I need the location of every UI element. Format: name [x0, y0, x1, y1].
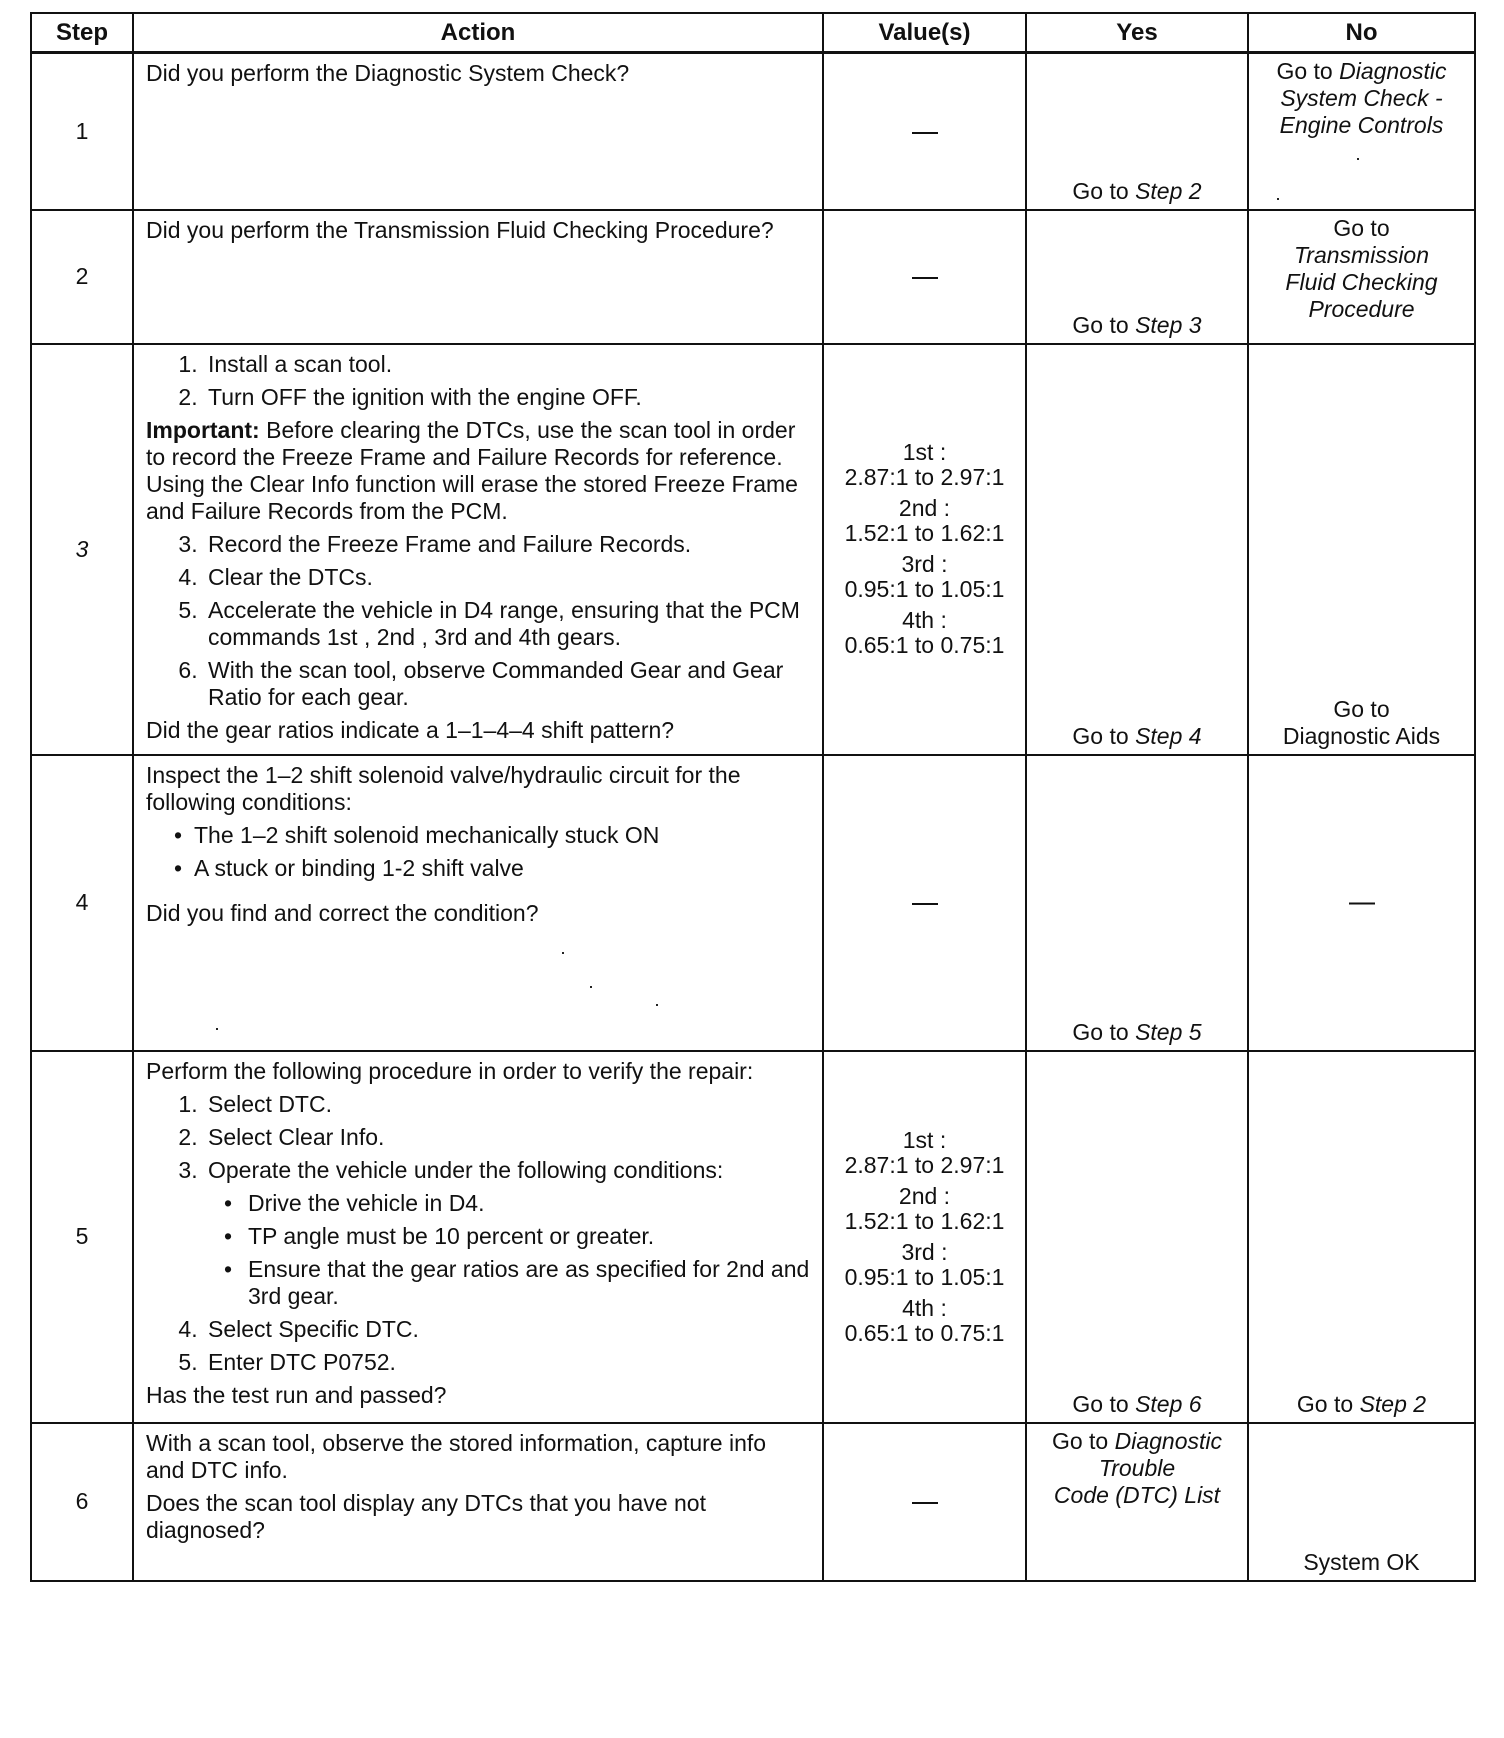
- step-number: 6: [31, 1423, 133, 1581]
- scan-speck: [590, 986, 592, 988]
- list-item: 4. Clear the DTCs.: [204, 564, 810, 591]
- gear-ratio-4th: 4th : 0.65:1 to 0.75:1: [844, 607, 1005, 658]
- no-cell: [1248, 755, 1475, 1051]
- action-cell: [133, 755, 823, 1051]
- list-item: • A stuck or binding 1-2 shift valve: [194, 855, 810, 882]
- yes-goto[interactable]: Go to Step 2: [1072, 177, 1202, 204]
- action-intro: Perform the following procedure in order to verify the repair:: [146, 1057, 754, 1084]
- value-cell: [823, 1051, 1026, 1423]
- yes-cell: [1026, 755, 1248, 1051]
- list-item: 4. Select Specific DTC.: [204, 1316, 810, 1343]
- yes-goto[interactable]: Go to Step 3: [1072, 311, 1202, 338]
- header-step: Step: [31, 13, 133, 53]
- table-row-step-4: [31, 755, 1475, 1051]
- scan-speck: [1357, 158, 1359, 160]
- no-goto[interactable]: Go to Transmission Fluid Checking Procedure: [1285, 214, 1438, 322]
- value-cell: [823, 210, 1026, 344]
- yes-goto[interactable]: Go to Step 5: [1072, 1018, 1202, 1045]
- action-question: Did you perform the Transmission Fluid Checking Procedure?: [146, 216, 774, 243]
- list-item: • Ensure that the gear ratios are as specified for 2nd and 3rd gear.: [244, 1256, 810, 1310]
- condition-list: [146, 822, 810, 882]
- gear-ratio-2nd: 2nd : 1.52:1 to 1.62:1: [844, 1182, 1005, 1234]
- gear-ratio-3rd: 3rd : 0.95:1 to 1.05:1: [844, 1238, 1005, 1290]
- gear-ratio-4th: 4th : 0.65:1 to 0.75:1: [844, 1294, 1005, 1346]
- no-cell: [1248, 344, 1475, 755]
- action-cell: [133, 53, 823, 210]
- action-cell: [133, 1423, 823, 1581]
- list-item: 3. Record the Freeze Frame and Failure Records.: [204, 531, 810, 558]
- value-cell: [823, 344, 1026, 755]
- yes-cell: [1026, 210, 1248, 344]
- list-item: 5. Enter DTC P0752.: [204, 1349, 810, 1376]
- list-item: 1. Install a scan tool.: [204, 351, 810, 378]
- no-goto[interactable]: Go to Diagnostic System Check - Engine Controls: [1276, 58, 1447, 138]
- list-item: 5. Accelerate the vehicle in D4 range, ensuring that the PCM commands 1st , 2nd , 3rd and 4th gears.: [204, 597, 810, 651]
- step-number: 2: [31, 210, 133, 344]
- procedure-list: [146, 1091, 810, 1376]
- no-result: System OK: [1303, 1548, 1420, 1575]
- no-cell: [1248, 1423, 1475, 1581]
- table-row-step-6: [31, 1423, 1475, 1581]
- important-note: Important: Before clearing the DTCs, use the scan tool in order to record the Freeze Frame and Failure Records for reference. Using the Clear Info function will erase the stored Freeze Frame and Failure Records from the PCM.: [146, 416, 798, 524]
- dash-mark: [1349, 903, 1375, 905]
- scan-speck: [656, 1004, 658, 1006]
- procedure-list: [146, 531, 810, 711]
- no-cell: [1248, 53, 1475, 210]
- list-item: • Drive the vehicle in D4.: [244, 1190, 810, 1217]
- value-cell: [823, 1423, 1026, 1581]
- scan-speck: [216, 1028, 218, 1030]
- action-cell: [133, 344, 823, 755]
- no-cell: [1248, 1051, 1475, 1423]
- yes-goto[interactable]: Go to Step 6: [1072, 1390, 1202, 1417]
- gear-ratio-2nd: 2nd : 1.52:1 to 1.62:1: [844, 495, 1005, 546]
- action-cell: [133, 1051, 823, 1423]
- action-question: Did the gear ratios indicate a 1–1–4–4 shift pattern?: [146, 716, 675, 743]
- procedure-list: [146, 351, 810, 411]
- no-goto[interactable]: Go to Step 2: [1296, 1390, 1427, 1417]
- action-question: Did you find and correct the condition?: [146, 899, 539, 926]
- yes-goto[interactable]: Go to Diagnostic Trouble Code (DTC) List: [1051, 1427, 1223, 1508]
- list-item: 2. Turn OFF the ignition with the engine OFF.: [204, 384, 810, 411]
- gear-ratio-1st: 1st : 2.87:1 to 2.97:1: [844, 1126, 1005, 1178]
- action-question: Does the scan tool display any DTCs that you have not diagnosed?: [146, 1489, 706, 1543]
- dash-mark: [912, 277, 938, 279]
- step-number: 1: [31, 53, 133, 210]
- header-values: Value(s): [823, 13, 1026, 53]
- value-cell: [823, 53, 1026, 210]
- dash-mark: [912, 132, 938, 134]
- list-item: 6. With the scan tool, observe Commanded Gear and Gear Ratio for each gear.: [204, 657, 810, 711]
- list-item: 1. Select DTC.: [204, 1091, 810, 1118]
- dash-mark: [912, 903, 938, 905]
- header-no: No: [1248, 13, 1475, 53]
- list-item: • TP angle must be 10 percent or greater.: [244, 1223, 810, 1250]
- yes-cell: [1026, 53, 1248, 210]
- yes-goto[interactable]: Go to Step 4: [1072, 722, 1202, 749]
- action-cell: [133, 210, 823, 344]
- header-yes: Yes: [1026, 13, 1248, 53]
- diagnostic-table: [30, 12, 1476, 1582]
- action-intro: Inspect the 1–2 shift solenoid valve/hydraulic circuit for the following conditions:: [146, 761, 741, 815]
- value-cell: [823, 755, 1026, 1051]
- list-item: • The 1–2 shift solenoid mechanically stuck ON: [194, 822, 810, 849]
- action-text: With a scan tool, observe the stored information, capture info and DTC info.: [146, 1429, 767, 1483]
- table-row-step-2: [31, 210, 1475, 344]
- table-row-step-5: [31, 1051, 1475, 1423]
- scan-speck: [562, 952, 564, 954]
- scan-speck: [1277, 198, 1279, 200]
- header-action: Action: [133, 13, 823, 53]
- table-row-step-3: [31, 344, 1475, 755]
- yes-cell: [1026, 1051, 1248, 1423]
- step-number: 5: [31, 1051, 133, 1423]
- action-question: Did you perform the Diagnostic System Check?: [146, 60, 630, 86]
- yes-cell: [1026, 1423, 1248, 1581]
- step-number: 3: [31, 344, 133, 755]
- gear-ratio-1st: 1st : 2.87:1 to 2.97:1: [844, 439, 1005, 490]
- step-number: 4: [31, 755, 133, 1051]
- header-row: [31, 13, 1475, 53]
- no-goto[interactable]: Go to Diagnostic Aids: [1282, 695, 1441, 749]
- no-cell: [1248, 210, 1475, 344]
- list-item: 2. Select Clear Info.: [204, 1124, 810, 1151]
- yes-cell: [1026, 344, 1248, 755]
- table-row-step-1: [31, 53, 1475, 210]
- dash-mark: [912, 1502, 938, 1504]
- condition-list: [208, 1190, 810, 1310]
- gear-ratio-3rd: 3rd : 0.95:1 to 1.05:1: [844, 551, 1005, 602]
- list-item: 3. Operate the vehicle under the following conditions: • Drive the vehicle in D4. • TP angle must be 10 percent or greater. • Ensure that the gear ratios are as specified for 2nd and 3rd gear.: [204, 1157, 810, 1310]
- action-question: Has the test run and passed?: [146, 1381, 447, 1408]
